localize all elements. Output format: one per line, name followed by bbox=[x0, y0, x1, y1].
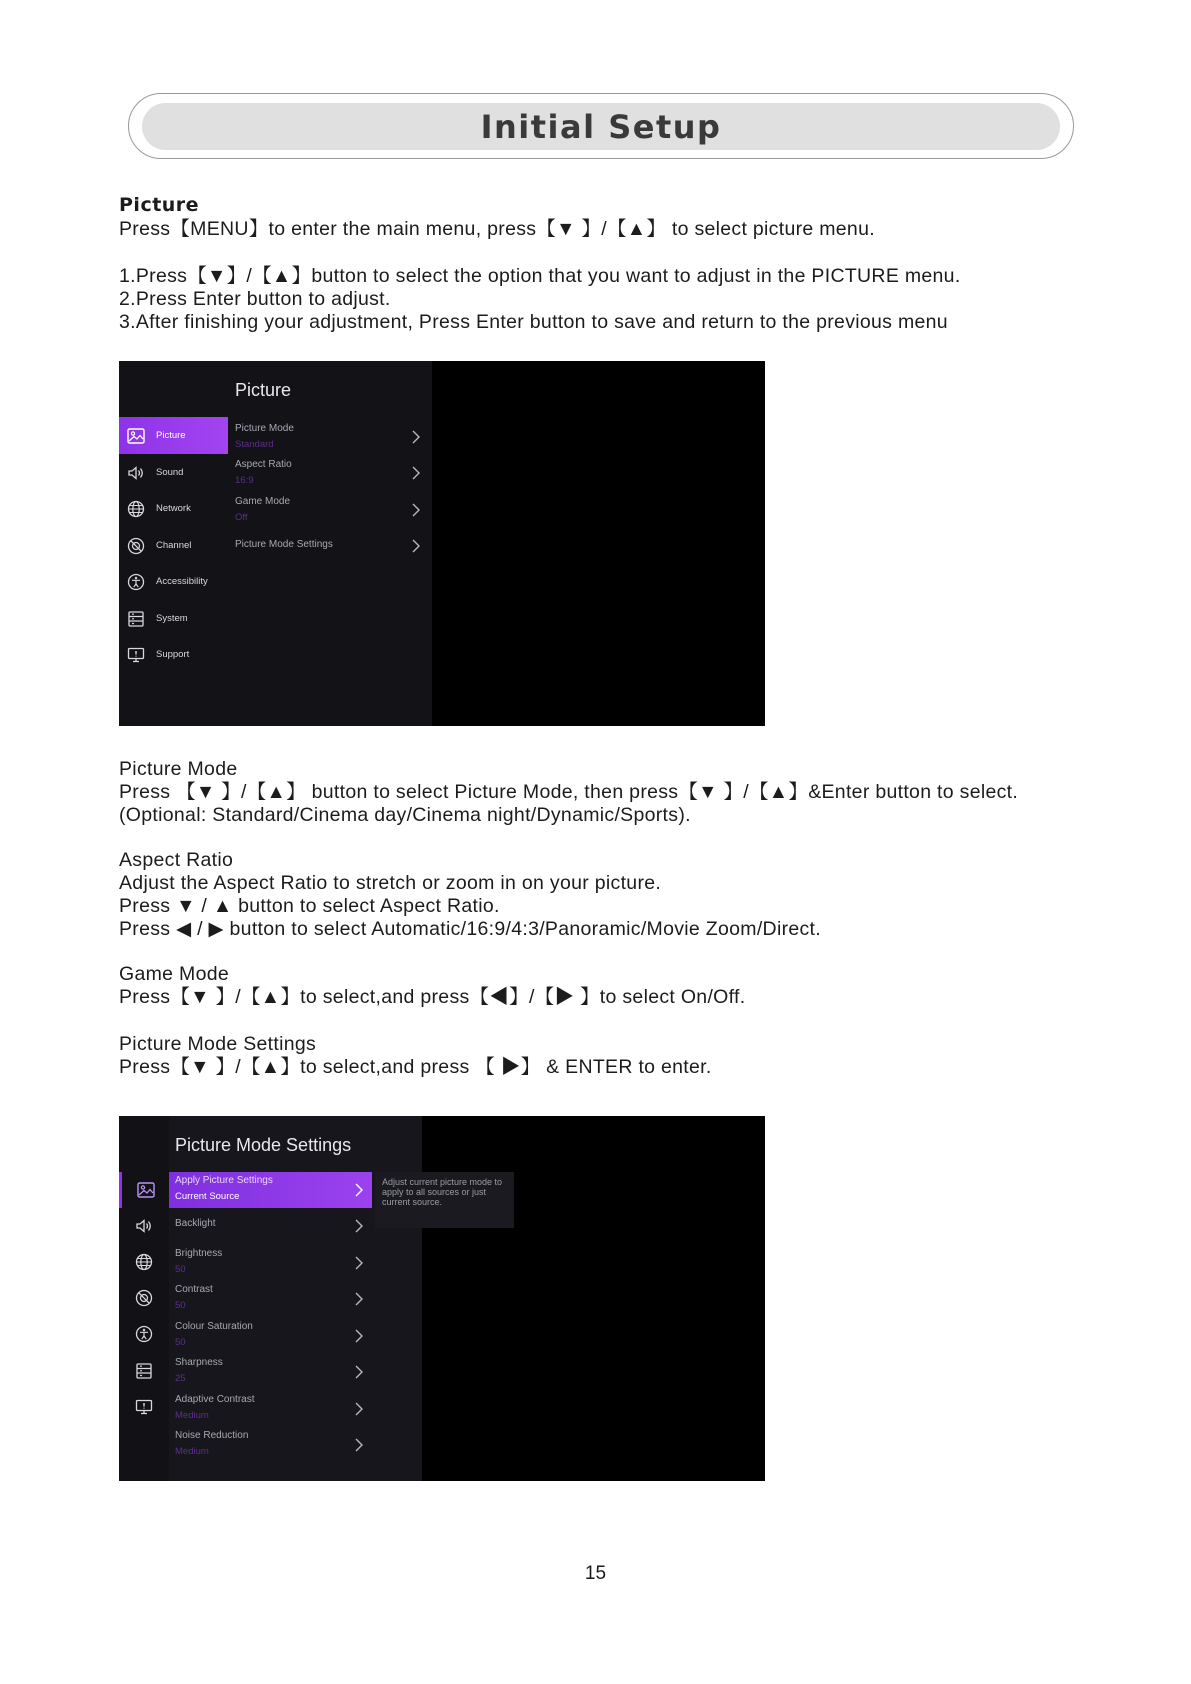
section-heading-game-mode: Game Mode bbox=[119, 963, 229, 985]
option-picture-mode[interactable] bbox=[235, 421, 421, 457]
image-icon bbox=[137, 1182, 155, 1198]
section-heading-picture-mode-settings: Picture Mode Settings bbox=[119, 1033, 317, 1055]
option-backlight[interactable] bbox=[169, 1208, 372, 1244]
option-value: 25 bbox=[175, 1373, 186, 1384]
option-title: Aspect Ratio bbox=[235, 459, 292, 470]
sidebar-item-picture[interactable] bbox=[119, 417, 228, 454]
image-icon bbox=[127, 427, 145, 445]
option-value: Off bbox=[235, 512, 248, 523]
chevron-right-icon bbox=[411, 430, 421, 444]
rail-support[interactable] bbox=[119, 1389, 169, 1425]
rail-system[interactable] bbox=[119, 1353, 169, 1389]
option-title: Adaptive Contrast bbox=[175, 1394, 255, 1405]
section-line: Press 【▼ 】/【▲】 button to select Picture Mode, then press【▼ 】/【▲】&Enter button to select. bbox=[119, 781, 1019, 803]
sidebar-item-accessibility[interactable] bbox=[119, 563, 228, 600]
option-value: Standard bbox=[235, 439, 274, 450]
sidebar-item-label: Picture bbox=[156, 430, 186, 441]
system-icon bbox=[127, 610, 145, 628]
option-title: Backlight bbox=[175, 1218, 216, 1229]
accessibility-icon bbox=[127, 573, 145, 591]
chevron-right-icon bbox=[354, 1183, 364, 1197]
option-aspect-ratio[interactable] bbox=[235, 457, 421, 493]
step-1: 1.Press【▼】/【▲】button to select the option that you want to adjust in the PICTURE menu. bbox=[119, 265, 961, 287]
rail-sound[interactable] bbox=[119, 1208, 169, 1244]
section-line: Press【▼ 】/【▲】to select,and press 【 ▶】 & ENTER to enter. bbox=[119, 1056, 712, 1078]
option-noise-reduction[interactable] bbox=[169, 1427, 372, 1463]
option-title: Brightness bbox=[175, 1248, 223, 1259]
page-number: 15 bbox=[584, 1563, 607, 1584]
option-value: 50 bbox=[175, 1337, 186, 1348]
chevron-right-icon bbox=[354, 1219, 364, 1233]
speaker-icon bbox=[127, 464, 145, 482]
section-line: Adjust the Aspect Ratio to stretch or zoom in on your picture. bbox=[119, 872, 662, 894]
section-line: (Optional: Standard/Cinema day/Cinema night/Dynamic/Sports). bbox=[119, 804, 691, 826]
option-value: Current Source bbox=[175, 1191, 240, 1202]
sidebar-item-system[interactable] bbox=[119, 600, 228, 637]
settings-title: Picture Mode Settings bbox=[175, 1135, 352, 1155]
picture-menu-screenshot bbox=[119, 361, 765, 726]
option-title: Picture Mode bbox=[235, 423, 294, 434]
option-title: Sharpness bbox=[175, 1357, 223, 1368]
option-sharpness[interactable] bbox=[169, 1354, 372, 1390]
option-value: Medium bbox=[175, 1410, 209, 1421]
option-value: 50 bbox=[175, 1300, 186, 1311]
sidebar-item-label: Accessibility bbox=[156, 576, 208, 587]
option-value: Medium bbox=[175, 1446, 209, 1457]
section-heading-aspect-ratio: Aspect Ratio bbox=[119, 849, 234, 871]
chevron-right-icon bbox=[354, 1438, 364, 1452]
section-line: Press【▼ 】/【▲】to select,and press【◀】/【▶ 】to select On/Off. bbox=[119, 986, 746, 1008]
step-2: 2.Press Enter button to adjust. bbox=[119, 288, 391, 310]
support-icon bbox=[135, 1398, 153, 1416]
sidebar-item-label: System bbox=[156, 613, 188, 624]
option-title: Picture Mode Settings bbox=[235, 539, 333, 550]
chevron-right-icon bbox=[354, 1292, 364, 1306]
help-tooltip bbox=[375, 1172, 514, 1228]
sidebar-item-label: Network bbox=[156, 503, 191, 514]
option-apply-picture-settings[interactable] bbox=[169, 1172, 372, 1208]
section-heading-picture: Picture bbox=[119, 194, 200, 216]
globe-icon bbox=[127, 500, 145, 518]
option-title: Noise Reduction bbox=[175, 1430, 249, 1441]
chevron-right-icon bbox=[411, 466, 421, 480]
option-value: 16:9 bbox=[235, 475, 254, 486]
rail-channel[interactable] bbox=[119, 1280, 169, 1316]
channel-icon bbox=[127, 537, 145, 555]
rail-network[interactable] bbox=[119, 1244, 169, 1280]
channel-icon bbox=[135, 1289, 153, 1307]
option-contrast[interactable] bbox=[169, 1281, 372, 1317]
option-title: Game Mode bbox=[235, 496, 291, 507]
option-brightness[interactable] bbox=[169, 1245, 372, 1281]
section-heading-picture-mode: Picture Mode bbox=[119, 758, 238, 780]
intro-line: Press【MENU】to enter the main menu, press【▼ 】/【▲】 to select picture menu. bbox=[119, 218, 875, 240]
option-adaptive-contrast[interactable] bbox=[169, 1391, 372, 1427]
sidebar-item-label: Channel bbox=[156, 540, 192, 551]
page-title: Initial Setup bbox=[480, 107, 722, 146]
option-colour-saturation[interactable] bbox=[169, 1318, 372, 1354]
picture-mode-settings-screenshot bbox=[119, 1116, 765, 1481]
rail-accessibility[interactable] bbox=[119, 1316, 169, 1352]
option-title: Contrast bbox=[175, 1284, 213, 1295]
option-value: 50 bbox=[175, 1264, 186, 1275]
speaker-icon bbox=[135, 1218, 153, 1234]
accessibility-icon bbox=[135, 1325, 153, 1343]
chevron-right-icon bbox=[354, 1402, 364, 1416]
rail-picture[interactable] bbox=[119, 1172, 169, 1208]
sidebar-item-label: Sound bbox=[156, 467, 184, 478]
step-3: 3.After finishing your adjustment, Press Enter button to save and return to the previous menu bbox=[119, 311, 948, 333]
chevron-right-icon bbox=[354, 1256, 364, 1270]
option-title: Apply Picture Settings bbox=[175, 1175, 273, 1186]
chevron-right-icon bbox=[411, 539, 421, 553]
globe-icon bbox=[135, 1253, 153, 1271]
tooltip-text: Adjust current picture mode to apply to all sources or just current source. bbox=[382, 1177, 503, 1207]
option-picture-mode-settings[interactable] bbox=[235, 530, 421, 566]
sidebar-item-network[interactable] bbox=[119, 490, 228, 527]
chevron-right-icon bbox=[354, 1329, 364, 1343]
sidebar-item-sound[interactable] bbox=[119, 454, 228, 491]
menu-title: Picture bbox=[235, 380, 292, 400]
section-line: Press ▼ / ▲ button to select Aspect Ratio. bbox=[119, 895, 500, 917]
chevron-right-icon bbox=[354, 1365, 364, 1379]
sidebar-item-channel[interactable] bbox=[119, 527, 228, 564]
system-icon bbox=[135, 1362, 153, 1380]
option-title: Colour Saturation bbox=[175, 1321, 253, 1332]
header-pill bbox=[142, 103, 1060, 150]
sidebar-item-support[interactable] bbox=[119, 636, 228, 673]
support-icon bbox=[127, 646, 145, 664]
chevron-right-icon bbox=[411, 503, 421, 517]
option-game-mode[interactable] bbox=[235, 494, 421, 530]
section-line: Press ◀ / ▶ button to select Automatic/16:9/4:3/Panoramic/Movie Zoom/Direct. bbox=[119, 918, 821, 940]
sidebar-item-label: Support bbox=[156, 649, 190, 660]
